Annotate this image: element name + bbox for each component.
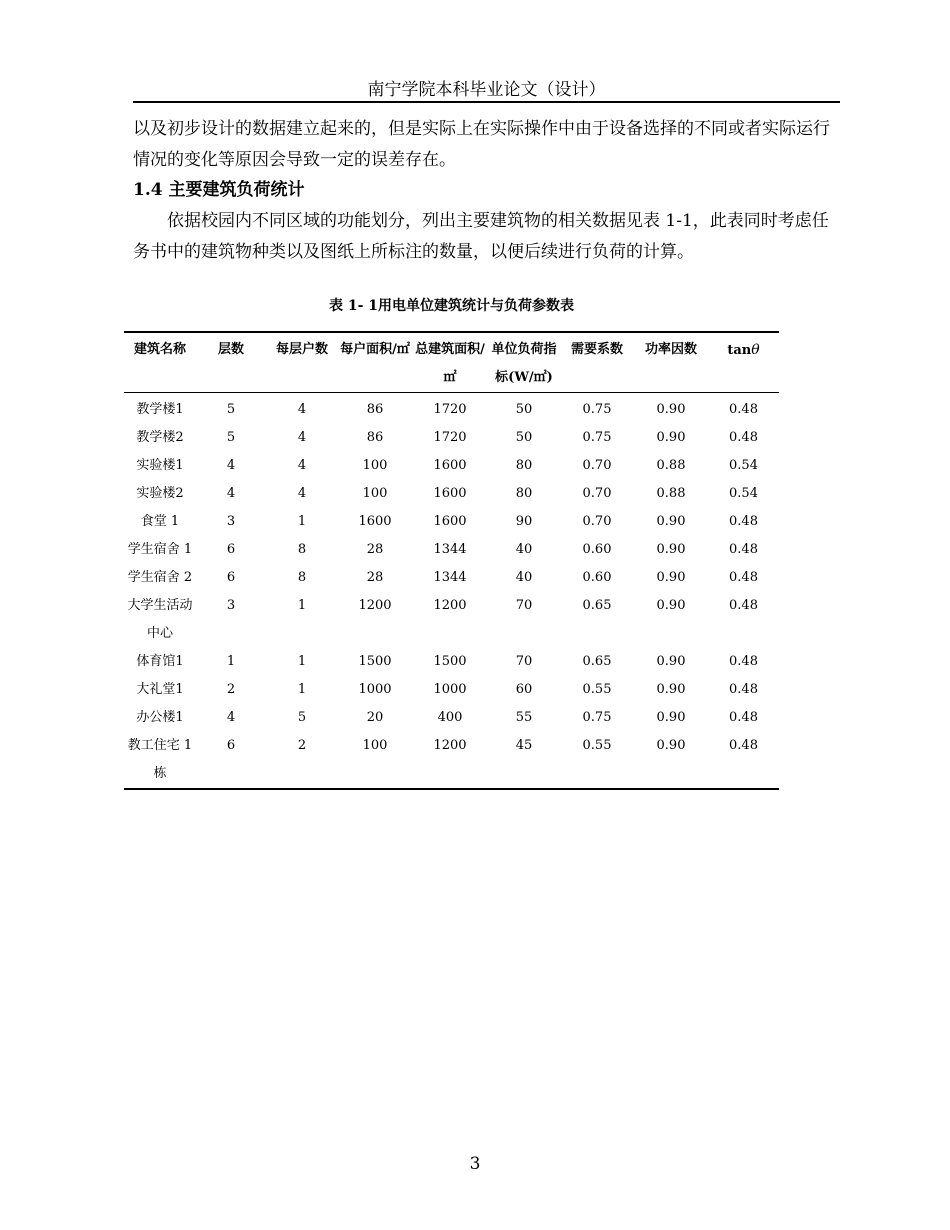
table-cell: 1600 — [433, 514, 467, 529]
table-cell: 20 — [366, 710, 384, 725]
table-cell: 60 — [515, 682, 533, 697]
table-cell: 100 — [362, 486, 388, 501]
table-cell: 5 — [297, 710, 307, 725]
table-cell: 0.48 — [729, 738, 758, 753]
table-body — [124, 393, 779, 790]
table-cell: 70 — [515, 654, 533, 669]
page-number: 3 — [469, 1154, 481, 1174]
building-name-cell: 学生宿舍 2 — [127, 570, 193, 585]
table-cell: 4 — [226, 710, 236, 725]
table-cell: 0.70 — [582, 514, 612, 529]
table-cell: 1000 — [433, 682, 467, 697]
table-cell: 400 — [437, 710, 463, 725]
building-name-cell: 大学生活动中心 — [127, 598, 193, 641]
table-cell: 1 — [297, 598, 307, 613]
table-cell: 0.90 — [656, 514, 686, 529]
table-cell: 55 — [515, 710, 533, 725]
table-cell: 86 — [366, 402, 384, 417]
table-row — [124, 564, 779, 592]
table-cell: 0.48 — [729, 430, 758, 445]
table-cell: 6 — [226, 542, 236, 557]
table-cell: 1200 — [433, 738, 467, 753]
theta-symbol: θ — [751, 342, 760, 358]
table-cell: 50 — [515, 402, 533, 417]
table-cell: 0.48 — [729, 598, 758, 613]
header-unit-area: 每户面积/㎡ — [340, 342, 410, 357]
table-cell: 1 — [297, 682, 307, 697]
table-cell: 0.75 — [582, 402, 612, 417]
table-cell: 8 — [297, 570, 307, 585]
table-cell: 1200 — [433, 598, 467, 613]
page-header-title: 南宁学院本科毕业论文（设计） — [367, 80, 606, 100]
table-cell: 1000 — [358, 682, 392, 697]
building-load-table — [124, 331, 779, 790]
building-name-cell: 食堂 1 — [140, 514, 180, 529]
table-cell: 1720 — [433, 402, 467, 417]
table-cell: 45 — [515, 738, 533, 753]
header-units-per-floor: 每层户数 — [275, 342, 328, 357]
table-cell: 100 — [362, 738, 388, 753]
table-cell: 1 — [226, 654, 236, 669]
table-cell: 80 — [515, 486, 533, 501]
table-cell: 40 — [515, 542, 533, 557]
table-row — [124, 480, 779, 508]
table-cell: 1 — [297, 514, 307, 529]
table-cell: 0.90 — [656, 682, 686, 697]
table-cell: 0.48 — [729, 570, 758, 585]
table-cell: 0.88 — [656, 486, 686, 501]
table-cell: 0.65 — [582, 654, 612, 669]
table-cell: 70 — [515, 598, 533, 613]
header-tan-label: tan — [727, 343, 752, 358]
table-cell: 5 — [226, 402, 236, 417]
table-cell: 1200 — [358, 598, 392, 613]
table-cell: 40 — [515, 570, 533, 585]
header-rule — [133, 101, 840, 103]
table-cell: 4 — [297, 486, 307, 501]
table-cell: 80 — [515, 458, 533, 473]
table-cell: 6 — [226, 738, 236, 753]
table-cell: 28 — [366, 542, 384, 557]
header-building-name: 建筑名称 — [133, 342, 186, 357]
table-cell: 0.60 — [582, 570, 612, 585]
table-cell: 0.55 — [582, 682, 612, 697]
table-cell: 90 — [515, 514, 533, 529]
table-cell: 0.90 — [656, 654, 686, 669]
table-cell: 4 — [226, 458, 236, 473]
table-row — [124, 676, 779, 704]
table-cell: 0.48 — [729, 654, 758, 669]
table-cell: 0.48 — [729, 402, 758, 417]
table-row — [124, 393, 779, 425]
table-cell: 1600 — [433, 458, 467, 473]
table-cell: 0.48 — [729, 542, 758, 557]
table-cell: 1720 — [433, 430, 467, 445]
table-cell: 2 — [226, 682, 236, 697]
table-cell: 0.90 — [656, 430, 686, 445]
table-cell: 0.90 — [656, 738, 686, 753]
table-cell: 0.54 — [729, 486, 758, 501]
table-cell: 0.60 — [582, 542, 612, 557]
header-power-factor: 功率因数 — [644, 342, 697, 357]
table-cell: 0.90 — [656, 710, 686, 725]
table-cell: 6 — [226, 570, 236, 585]
building-name-cell: 体育馆1 — [136, 654, 184, 669]
table-cell: 0.90 — [656, 402, 686, 417]
table-cell: 2 — [297, 738, 307, 753]
table-cell: 100 — [362, 458, 388, 473]
paragraph-intro: 依据校园内不同区域的功能划分，列出主要建筑物的相关数据见表 1-1，此表同时考虑任务书中的建筑物种类以及图纸上所标注的数量，以便后续进行负荷的计算。 — [133, 211, 829, 262]
table-cell: 5 — [226, 430, 236, 445]
table-cell: 0.48 — [729, 710, 758, 725]
header-demand-factor: 需要系数 — [570, 342, 623, 357]
table-cell: 1344 — [433, 542, 467, 557]
table-cell: 0.75 — [582, 710, 612, 725]
building-name-cell: 学生宿舍 1 — [127, 542, 193, 557]
table-row — [124, 704, 779, 732]
header-load-index: 单位负荷指标(W/㎡) — [491, 342, 557, 385]
table-cell: 1500 — [358, 654, 392, 669]
table-cell: 0.90 — [656, 570, 686, 585]
table-cell: 3 — [226, 598, 236, 613]
table-row — [124, 536, 779, 564]
table-cell: 1600 — [433, 486, 467, 501]
table-cell: 1 — [297, 654, 307, 669]
table-cell: 3 — [226, 514, 236, 529]
table-cell: 0.48 — [729, 514, 758, 529]
table-cell: 1344 — [433, 570, 467, 585]
building-name-cell: 教工住宅 1 栋 — [127, 738, 193, 781]
header-tan-theta — [708, 332, 779, 393]
table-cell: 4 — [297, 458, 307, 473]
table-cell: 0.55 — [582, 738, 612, 753]
building-name-cell: 大礼堂1 — [136, 682, 184, 697]
table-cell: 0.90 — [656, 542, 686, 557]
building-name-cell: 实验楼1 — [136, 458, 184, 473]
table-cell: 0.70 — [582, 486, 612, 501]
table-row — [124, 508, 779, 536]
table-cell: 0.54 — [729, 458, 758, 473]
table-cell: 4 — [297, 430, 307, 445]
table-cell: 86 — [366, 430, 384, 445]
building-name-cell: 办公楼1 — [136, 710, 184, 725]
table-cell: 0.75 — [582, 430, 612, 445]
building-name-cell: 教学楼1 — [136, 402, 184, 417]
table-cell: 0.90 — [656, 598, 686, 613]
table-row — [124, 452, 779, 480]
table-cell: 28 — [366, 570, 384, 585]
building-name-cell: 教学楼2 — [136, 430, 184, 445]
table-cell: 4 — [297, 402, 307, 417]
section-title: 1.4 主要建筑负荷统计 — [133, 180, 305, 200]
building-name-cell: 实验楼2 — [136, 486, 184, 501]
header-floors: 层数 — [217, 342, 244, 357]
table-cell: 0.48 — [729, 682, 758, 697]
table-cell: 1600 — [358, 514, 392, 529]
table-cell: 1500 — [433, 654, 467, 669]
table-cell: 0.88 — [656, 458, 686, 473]
table-caption: 表 1- 1用电单位建筑统计与负荷参数表 — [328, 298, 575, 314]
paragraph-continuation: 以及初步设计的数据建立起来的，但是实际上在实际操作中由于设备选择的不同或者实际运行情况的变化等原因会导致一定的误差存在。 — [133, 119, 830, 170]
header-total-area: 总建筑面积/㎡ — [415, 342, 485, 385]
table-row — [124, 648, 779, 676]
table-row — [124, 732, 779, 789]
table-row — [124, 592, 779, 648]
table-cell: 0.70 — [582, 458, 612, 473]
table-header-row — [124, 332, 779, 393]
table-row — [124, 424, 779, 452]
table-cell: 50 — [515, 430, 533, 445]
table-cell: 0.65 — [582, 598, 612, 613]
table-cell: 4 — [226, 486, 236, 501]
table-cell: 8 — [297, 542, 307, 557]
